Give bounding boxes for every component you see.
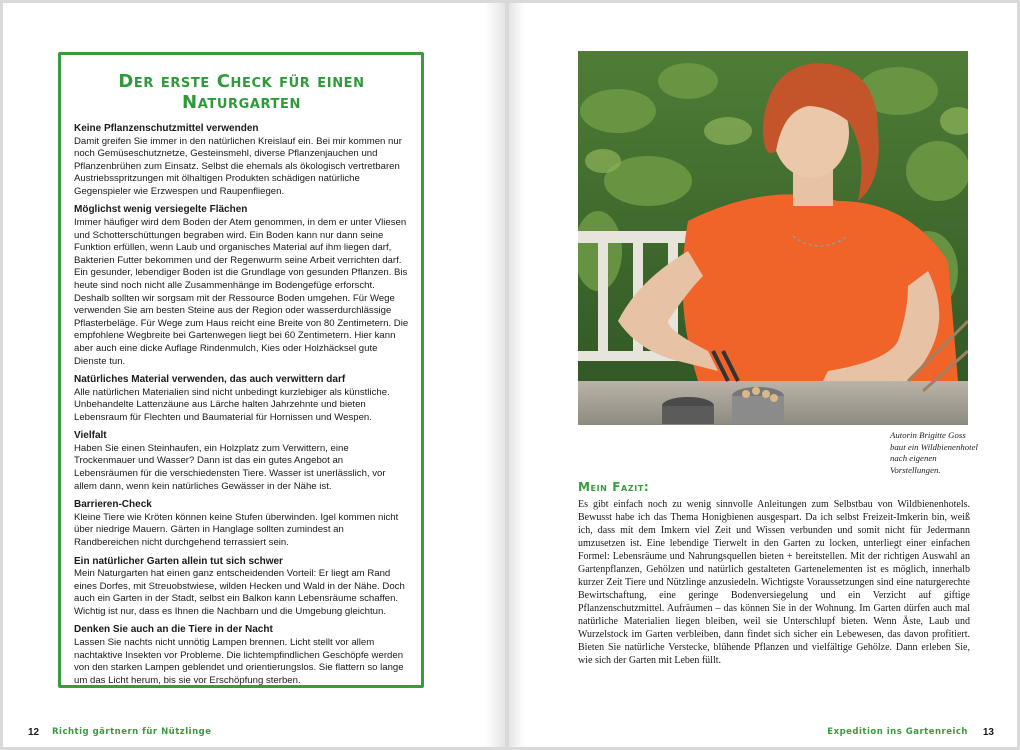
fazit-body: Es gibt einfach noch zu wenig sinnvolle Anleitungen zum Selbstbau von Wildbienenhotels. Bewusst habe ich das Thema Honigbienen ausgespart. Da ich selbst Freizeit-Imkerin bin, weiß ich, dass mit dem Imkern viel Zeit und Wissen verbunden und somit nicht für Jedermann umzusetzen ist. Eine lebendige Tierwelt in den Garten zu locken, unterliegt einer einfachen Formel: Lebensräume und Nahrungsquellen bieten + bereitstellen. Mit der richtigen Auswahl an Gartenpflanzen, Gehölzen und natürlich gestalteten Gartenelementen ist es möglich, innerhalb kurzer Zeit Tiere und Nützlinge anzusiedeln. Wichtigste Voraussetzungen sind eine naturgerechte Bewirtschaftung, eine geringe Bodenversiegelung und ein Verzicht auf giftige Pflanzenschutzmittel. Aufräumen – das können Sie in der Wohnung. Im Garten dürfen auch mal natürliche Materialien liegen bleiben, weil sie Unterschlupf bieten. Wenn Äste, Laub und Wurzelstock im Garten verbleiben, dann findet sich sicher ein Lebewesen, das davon profitiert. Bieten Sie natürliche Verstecke, blühende Pflanzen und vielfältige Gehölze. Dann erleben Sie, wie sich der Garten mit Leben füllt.	[578, 499, 970, 666]
fazit-heading: Mein Fazit:	[578, 480, 650, 494]
section-body: Haben Sie einen Steinhaufen, ein Holzplatz zum Verwittern, eine Trockenmauer und Wasser? Dann ist das ein gutes Angebot an Lebensräumen für die verschiedensten Tiere. Wasser ist unerlässlich, vor allem dann, wenn kein natürliches Gewässer in der Nähe ist.	[74, 442, 386, 492]
gutter-shadow-left	[485, 3, 505, 747]
checklist-section	[74, 123, 409, 198]
checklist-title: Der erste Check für einen Naturgarten	[118, 71, 365, 113]
checklist-section	[74, 204, 409, 368]
gutter-shadow-right	[509, 3, 525, 747]
page-number-left: 12	[28, 727, 40, 738]
page-number-right: 13	[982, 727, 994, 738]
section-heading: Denken Sie auch an die Tiere in der Nacht	[74, 624, 273, 636]
checklist-section	[74, 374, 409, 424]
running-title-right: Expedition ins Gartenreich	[827, 727, 968, 737]
section-body: Immer häufiger wird dem Boden der Atem genommen, in dem er unter Vliesen und Schotterschüttungen begraben wird. Ein Boden kann nur dann seine Funktion erfüllen, wenn Laub und organisches Material auf ihm liegen darf, Bakterien Futter bekommen und der Regenwurm seine Arbeit verrichten darf. Ein gesunder, lebendiger Boden ist die Grundlage von gesunden Pflanzen. Bis heute sind noch nicht alle Zusammenhänge im Bodengefüge erforscht. Deshalb sollten wir sorgsam mit der Ressource Boden umgehen. Für Wege verwenden Sie am besten Steine aus der Region oder wasserdurchlässige Pflasterbeläge. Für Wege zum Haus reicht eine Breite von 80 Zentimetern. Die empfohlene Wegbreite bei Gartenwegen liegt bei 60 Zentimetern. Hier kann aber auch eine dicke Auflage Rindenmulch, Kies oder Holzhäcksel gute Dienste tun.	[74, 216, 409, 367]
section-heading: Ein natürlicher Garten allein tut sich schwer	[74, 555, 283, 567]
checklist-box	[58, 52, 424, 688]
section-body: Mein Naturgarten hat einen ganz entscheidenden Vorteil: Er liegt am Rand eines Dorfes, mit Streuobstwiese, wilden Hecken und Wald in der Nähe. Doch auch ein Garten in der Stadt, selbst ein Balkon kann Lebensräume schaffen. Wichtig ist nur, dass es Ihnen die Nachbarn und die Umgebung gleichtun.	[74, 568, 405, 617]
section-heading: Möglichst wenig versiegelte Flächen	[74, 204, 248, 216]
section-heading: Natürliches Material verwenden, das auch verwittern darf	[74, 374, 346, 386]
running-title-left: Richtig gärtnern für Nützlinge	[52, 727, 212, 737]
checklist-section	[74, 499, 409, 549]
checklist-section	[74, 624, 409, 687]
section-heading: Vielfalt	[74, 430, 107, 442]
section-heading: Barrieren-Check	[74, 499, 152, 511]
section-body: Damit greifen Sie immer in den natürlichen Kreislauf ein. Bei mir kommen nur noch Gemüseschutznetze, Gesteinsmehl, diverse Pflanzenjauchen und Pflanzenbrühen zum Einsatz. Selbst die ehemals als ökologisch vertretbaren Austriebsspritzungen mit ölhaltigen Produkten schädigen natürliche Gegenspieler wie Erzwespen und Raupenfliegen.	[74, 135, 402, 197]
section-body: Kleine Tiere wie Kröten können keine Stufen überwinden. Igel kommen nicht über niedrige Mauern. Gärten in Hanglage sollten zumindest an Randbereichen nicht durchgehend terrassiert sein.	[74, 511, 399, 548]
photo-caption: Autorin Brigitte Goss baut ein Wildbienenhotel nach eigenen Vorstellungen.	[890, 430, 978, 475]
author-photo	[578, 51, 968, 425]
section-body: Lassen Sie nachts nicht unnötig Lampen brennen. Licht stellt vor allem nachtaktive Insekten vor Probleme. Die lichtempfindlichen Geschöpfe werden von den starken Lampen geblendet und orientierungslos. Sie flattern so lange um das Licht herum, bis sie vor Erschöpfung sterben.	[74, 636, 404, 686]
checklist-section	[74, 430, 409, 493]
section-heading: Keine Pflanzenschutzmittel verwenden	[74, 123, 259, 134]
checklist-section	[74, 556, 409, 619]
section-body: Alle natürlichen Materialien sind nicht unbedingt kurzlebiger als künstliche. Unbehandelte Lattenzäune aus Lärche halten Jahrzehnte und bieten Lebensraum für Flechten und Baumaterial für Hornissen und Wespen.	[74, 386, 390, 423]
